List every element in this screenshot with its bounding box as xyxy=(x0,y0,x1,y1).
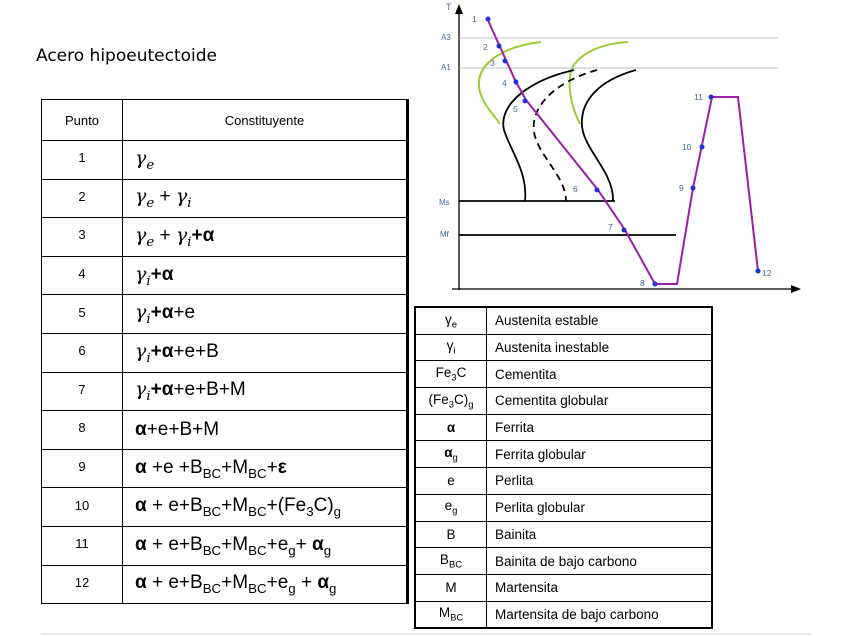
y-axis-arrow xyxy=(455,4,463,14)
point-marker xyxy=(486,17,491,22)
legend-description: Martensita xyxy=(487,574,713,601)
level-label-mf: Mf xyxy=(440,230,449,239)
legend-description: Ferrita xyxy=(487,414,713,441)
header-point: Punto xyxy=(42,100,123,141)
ferrite-start-curve-2 xyxy=(570,42,628,124)
legend-row xyxy=(415,574,712,601)
level-label-ms: Ms xyxy=(439,198,450,207)
point-marker xyxy=(709,95,714,100)
row-constituent: α+e+B+M xyxy=(123,411,408,450)
point-marker xyxy=(497,44,502,49)
row-constituent: $\gamma_i+\alpha+e$ xyxy=(123,295,408,334)
bottom-divider xyxy=(41,633,811,635)
table-row xyxy=(42,372,408,411)
legend-description: Perlita globular xyxy=(487,494,713,521)
row-number: 12 xyxy=(74,574,90,590)
row-number: 1 xyxy=(78,150,86,166)
legend-symbol: $\alpha_g$ xyxy=(415,441,487,468)
point-marker xyxy=(653,282,658,287)
table-row xyxy=(42,526,408,565)
legend-description: Bainita xyxy=(487,521,713,548)
table-row xyxy=(42,488,408,527)
table-row xyxy=(42,295,408,334)
table-row xyxy=(42,565,408,604)
level-label-a1: A1 xyxy=(441,63,451,72)
point-label: 7 xyxy=(608,222,613,232)
point-label: 3 xyxy=(490,58,495,68)
legend-symbol: $\gamma_i$ xyxy=(415,334,487,361)
point-marker xyxy=(691,186,696,191)
row-number: 5 xyxy=(78,304,86,320)
constituents-table xyxy=(41,99,409,604)
point-marker xyxy=(523,99,528,104)
legend-row xyxy=(415,468,712,495)
legend-row xyxy=(415,494,712,521)
point-label: 9 xyxy=(679,183,684,193)
point-label: 11 xyxy=(694,92,703,102)
legend-description: Austenita estable xyxy=(487,307,713,334)
legend-symbol: α xyxy=(415,414,487,441)
row-number: 7 xyxy=(78,381,86,397)
point-marker xyxy=(622,228,627,233)
point-marker xyxy=(756,269,761,274)
point-label: 10 xyxy=(682,142,692,152)
point-label: 12 xyxy=(762,268,772,278)
row-number: 11 xyxy=(75,536,89,552)
legend-row xyxy=(415,441,712,468)
row-number: 2 xyxy=(78,188,86,204)
level-label-a3: A3 xyxy=(441,33,451,42)
point-label: 2 xyxy=(483,42,488,52)
row-constituent: $\gamma_i+\alpha$ xyxy=(123,256,408,295)
legend-description: Cementita xyxy=(487,361,713,388)
table-header-row xyxy=(42,100,408,141)
row-constituent: $\alpha + e+B_{BC}+M_{BC}+e_g + \alpha_g$ xyxy=(123,565,408,604)
x-axis-arrow xyxy=(791,285,801,293)
transformation-mid-curve xyxy=(534,70,597,201)
legend-symbol: M xyxy=(415,574,487,601)
legend-row xyxy=(415,414,712,441)
legend-row xyxy=(415,548,712,575)
legend-row xyxy=(415,307,712,334)
point-marker xyxy=(514,80,519,85)
legend-row xyxy=(415,601,712,628)
legend-symbol: $\gamma_e$ xyxy=(415,307,487,334)
legend-symbol: e xyxy=(415,468,487,495)
cooling-path xyxy=(487,18,758,284)
row-constituent: $\gamma_e$ xyxy=(123,141,408,180)
legend-symbol: B xyxy=(415,521,487,548)
point-label: 4 xyxy=(502,78,507,88)
table-row xyxy=(42,333,408,372)
legend-symbol: $Fe_3C$ xyxy=(415,361,487,388)
legend-table xyxy=(414,306,713,629)
row-constituent: $\gamma_i+\alpha+e+B$ xyxy=(123,333,408,372)
ferrite-start-curve xyxy=(479,42,541,124)
legend-description: Perlita xyxy=(487,468,713,495)
legend-symbol: $(Fe_3C)_g$ xyxy=(415,388,487,415)
table-row xyxy=(42,218,408,257)
y-axis-label: T xyxy=(446,2,452,12)
table-row xyxy=(42,141,408,180)
row-number: 6 xyxy=(78,343,86,359)
table-row xyxy=(42,449,408,488)
table-row xyxy=(42,256,408,295)
row-constituent: $\gamma_e + \gamma_i$ xyxy=(123,179,408,218)
table-row xyxy=(42,411,408,450)
row-constituent: $\alpha + e+B_{BC}+M_{BC}+e_g+ \alpha_g$ xyxy=(123,526,408,565)
header-constituent: Constituyente xyxy=(123,100,408,141)
point-label: 8 xyxy=(640,278,645,288)
legend-row xyxy=(415,334,712,361)
point-label: 6 xyxy=(573,184,578,194)
point-marker xyxy=(503,59,508,64)
ttt-diagram xyxy=(420,0,810,300)
legend-row xyxy=(415,361,712,388)
point-label: 5 xyxy=(513,104,518,114)
row-constituent: $\gamma_i+\alpha+e+B+M$ xyxy=(123,372,408,411)
legend-symbol: $M_{BC}$ xyxy=(415,601,487,628)
legend-description: Cementita globular xyxy=(487,388,713,415)
point-label: 1 xyxy=(472,14,477,24)
legend-row xyxy=(415,521,712,548)
row-number: 4 xyxy=(78,266,86,282)
point-marker xyxy=(700,145,705,150)
legend-symbol: $B_{BC}$ xyxy=(415,548,487,575)
legend-description: Bainita de bajo carbono xyxy=(487,548,713,575)
path-points xyxy=(486,17,761,287)
legend-description: Ferrita globular xyxy=(487,441,713,468)
row-number: 9 xyxy=(78,459,86,475)
page-title: Acero hipoeutectoide xyxy=(36,46,217,66)
row-number: 8 xyxy=(78,420,86,436)
transformation-start-curve xyxy=(503,70,574,201)
legend-description: Martensita de bajo carbono xyxy=(487,601,713,628)
table-row xyxy=(42,179,408,218)
row-constituent: $\gamma_e + \gamma_i+\alpha$ xyxy=(123,218,408,257)
row-constituent: $\alpha + e+B_{BC}+M_{BC}+(Fe_3C)_g$ xyxy=(123,488,408,527)
legend-description: Austenita inestable xyxy=(487,334,713,361)
row-number: 3 xyxy=(78,227,86,243)
legend-symbol: $e_g$ xyxy=(415,494,487,521)
row-constituent: $\alpha +e +B_{BC}+M_{BC}+\varepsilon$ xyxy=(123,449,408,488)
point-marker xyxy=(595,188,600,193)
row-number: 10 xyxy=(74,497,90,513)
legend-row xyxy=(415,388,712,415)
